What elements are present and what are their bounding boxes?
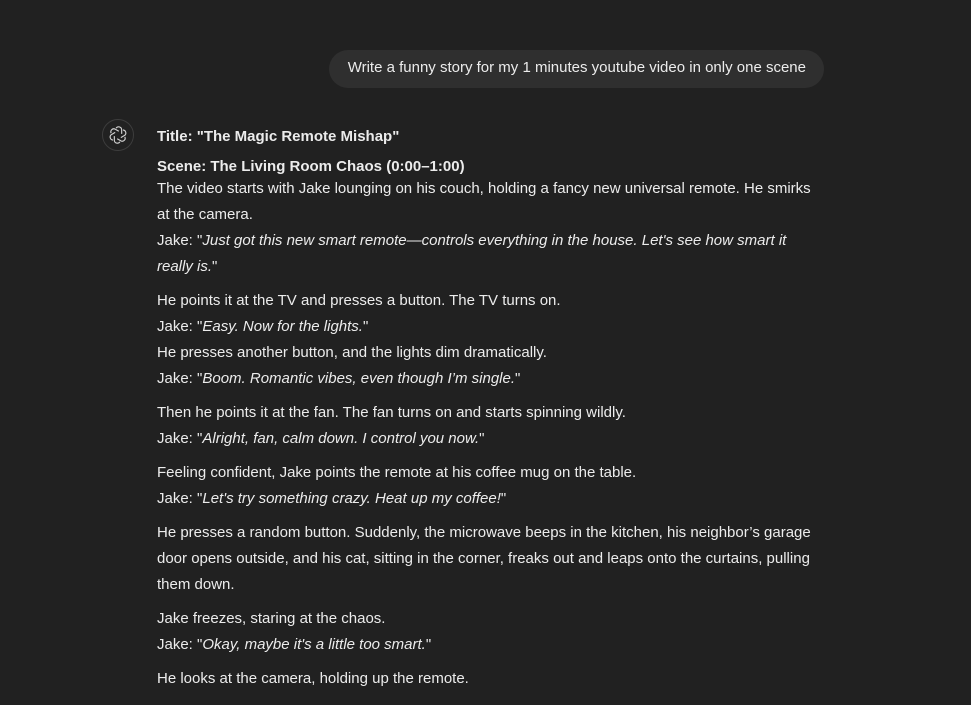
- narration-line: Jake freezes, staring at the chaos.: [157, 610, 386, 627]
- assistant-message-content: [157, 119, 825, 692]
- dialogue-text: Just got this new smart remote—controls everything in the house. Let's see how smart it really is.: [157, 232, 787, 275]
- narration-line: He points it at the TV and presses a button. The TV turns on.: [157, 292, 561, 309]
- dialogue-line: [157, 426, 825, 452]
- dialogue-text: Easy. Now for the lights.: [202, 318, 363, 335]
- scene-heading: Scene: The Living Room Chaos (0:00–1:00): [157, 158, 465, 175]
- dialogue-line: [157, 228, 825, 280]
- dialogue-close-quote: ": [362, 318, 369, 335]
- story-title: Title: "The Magic Remote Mishap": [157, 128, 400, 145]
- dialogue-close-quote: ": [515, 370, 521, 387]
- dialogue-text: Let's try something crazy. Heat up my coffee!: [202, 490, 501, 507]
- story-paragraph: [157, 288, 825, 392]
- dialogue-line: [157, 486, 825, 512]
- dialogue-close-quote: ": [425, 636, 432, 653]
- narration-line: He presses a random button. Suddenly, the microwave beeps in the kitchen, his neighbor’s garage door opens outside, and his cat, sitting in the corner, freaks out and leaps onto the curtains, pulling them down.: [157, 524, 811, 593]
- story-paragraph: [157, 400, 825, 452]
- dialogue-speaker: Jake: ": [157, 430, 203, 447]
- assistant-avatar: [102, 119, 134, 151]
- dialogue-speaker: Jake: ": [157, 232, 203, 249]
- dialogue-line: [157, 366, 825, 392]
- dialogue-close-quote: ": [500, 490, 507, 507]
- user-message-row: [329, 50, 824, 88]
- dialogue-text: Okay, maybe it's a little too smart.: [202, 636, 426, 653]
- dialogue-close-quote: ": [212, 258, 218, 275]
- dialogue-speaker: Jake: ": [157, 318, 203, 335]
- story-body: [157, 176, 825, 692]
- story-paragraph: [157, 520, 825, 598]
- user-message-bubble: Write a funny story for my 1 minutes youtube video in only one scene: [329, 50, 824, 88]
- openai-logo-icon: [108, 125, 128, 145]
- dialogue-text: Alright, fan, calm down. I control you now.: [202, 430, 480, 447]
- dialogue-speaker: Jake: ": [157, 490, 203, 507]
- story-paragraph: [157, 176, 825, 280]
- dialogue-text: Boom. Romantic vibes, even though I’m single.: [202, 370, 516, 387]
- dialogue-speaker: Jake: ": [157, 636, 203, 653]
- dialogue-speaker: Jake: ": [157, 370, 203, 387]
- narration-line: Then he points it at the fan. The fan turns on and starts spinning wildly.: [157, 404, 626, 421]
- story-paragraph: [157, 460, 825, 512]
- dialogue-line: [157, 314, 825, 340]
- narration-line: Feeling confident, Jake points the remote at his coffee mug on the table.: [157, 464, 637, 481]
- narration-line: He presses another button, and the lights dim dramatically.: [157, 344, 547, 361]
- dialogue-close-quote: ": [479, 430, 485, 447]
- story-paragraph: [157, 666, 825, 692]
- narration-line: He looks at the camera, holding up the remote.: [157, 670, 469, 687]
- story-paragraph: [157, 606, 825, 658]
- narration-line: The video starts with Jake lounging on his couch, holding a fancy new universal remote. He smirks at the camera.: [157, 180, 811, 223]
- dialogue-line: [157, 632, 825, 658]
